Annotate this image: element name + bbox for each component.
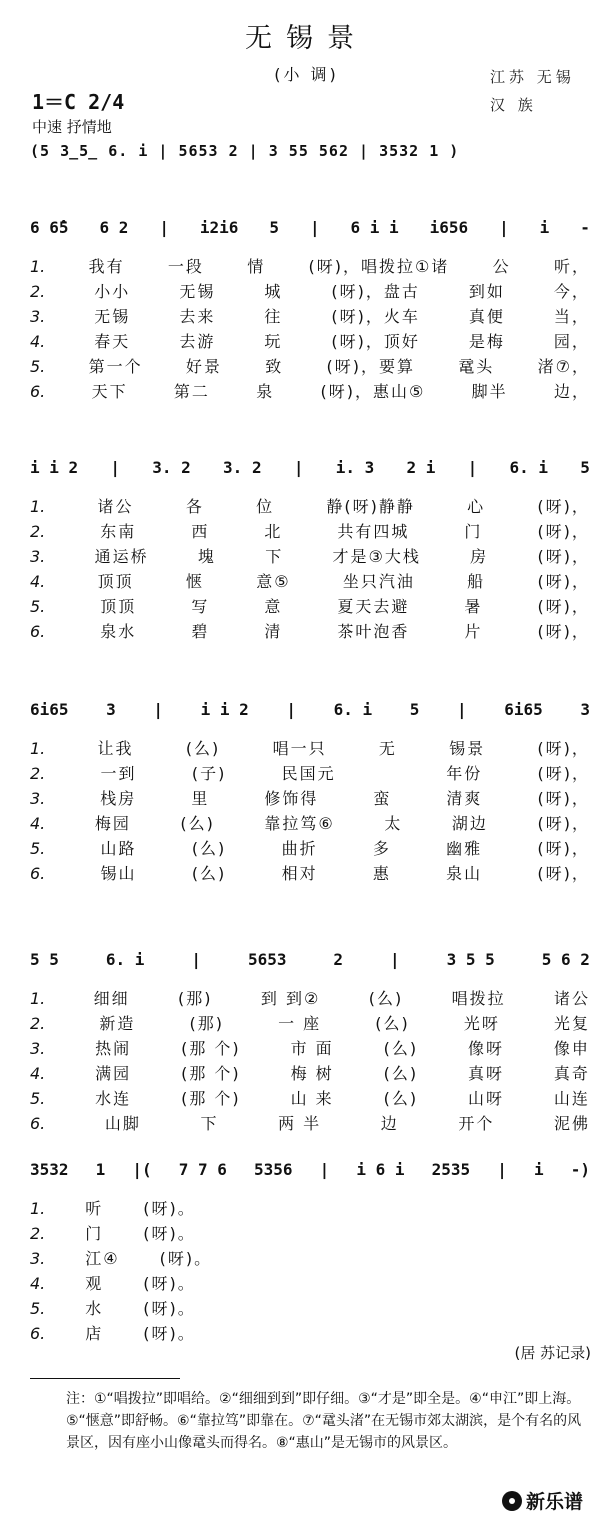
note-group: 5653 [247,950,287,969]
song-subtitle: (小 调) [274,65,339,84]
lyric-word: 梅园 [94,814,131,833]
lyrics-line [30,494,590,519]
lyric-word: 泥佛 [553,1114,590,1133]
note-group: |( [132,1160,152,1179]
note-group: 3 [580,700,590,719]
verse-number: 6. [30,622,46,641]
lyrics-block [30,736,590,886]
lyric-word: 泉 [256,382,275,401]
lyric-word: 水 [85,1299,104,1318]
lyric-word: 渚⑦， [537,357,590,376]
note-group: 6. i [105,950,145,969]
verse-number: 6. [30,1324,46,1343]
notation-row [30,950,590,969]
lyric-word: (呀)，火车 [331,307,420,326]
lyric-word: 意⑤ [256,572,291,591]
note-group: 5 [580,458,590,477]
lyric-word: 边， [553,382,590,401]
lyric-word: 园， [553,332,590,351]
lyric-word: (子) [191,764,227,783]
verse-number: 2. [30,522,46,541]
lyric-word: 今， [553,282,590,301]
lyric-word: 真呀 [467,1064,504,1083]
note-group: i i 2 [200,700,249,719]
verse-number: 4. [30,1064,46,1083]
lyric-word: (呀)， [537,622,590,641]
lyric-word: (呀)。 [143,1199,196,1218]
site-logo [502,1487,583,1514]
note-group: 3 5 5 [446,950,495,969]
lyrics-line [30,786,590,811]
verse-number: 3. [30,547,46,566]
lyric-word: 夏天去避 [337,597,410,616]
note-group: i656 [429,218,469,237]
verse-number: 2. [30,282,46,301]
lyrics-line [30,861,590,886]
source-ethnic: 汉 族 [490,96,537,114]
note-group: 6 i i [350,218,399,237]
lyrics-line [30,619,590,644]
note-group: 5356 [253,1160,293,1179]
lyric-word: (呀)，唱拨拉①诸 [308,257,450,276]
lyric-word: 蛮 [373,789,392,808]
lyric-word: 市 面 [290,1039,334,1058]
notation-row [30,458,590,477]
lyric-word: 像申 [553,1039,590,1058]
note-group: 2 i [406,458,436,477]
note-group: 6 6̂5 [30,218,69,237]
lyric-word: 暑 [464,597,483,616]
lyric-word: 唱一只 [272,739,327,758]
lyric-word: 北 [264,522,283,541]
lyric-word: 锡山 [100,864,137,883]
notation-row [30,700,590,719]
note-group: i2i6 [199,218,239,237]
note-group: 5 6 2 [541,950,590,969]
lyrics-line [30,1086,590,1111]
lyric-word: 民国元 [281,764,336,783]
lyric-word: 让我 [97,739,134,758]
lyric-word: (呀)， [537,597,590,616]
note-group: i i 2 [30,458,79,477]
lyric-word: (呀)，要算 [326,357,415,376]
lyric-word: (呀)。 [143,1299,196,1318]
lyric-word: 通运桥 [94,547,149,566]
lyric-word: (么) [180,814,215,833]
lyric-word: 满园 [95,1064,132,1083]
lyric-word: 唱拨拉 [451,989,506,1008]
lyric-word: 诸公 [553,989,590,1008]
lyric-word: 山脚 [104,1114,141,1133]
lyrics-line [30,761,590,786]
lyric-word: (那 个) [181,1064,241,1083]
lyrics-line [30,594,590,619]
lyric-word: 下 [265,547,284,566]
tempo-marking: 中速 抒情地 [32,118,112,136]
verse-number: 6. [30,864,46,883]
lyric-word: (么) [368,989,404,1008]
verse-number: 3. [30,307,46,326]
lyric-word: 写 [191,597,210,616]
lyric-word: 像呀 [467,1039,504,1058]
lyric-word: (呀)， [537,572,590,591]
lyric-word: 当， [553,307,590,326]
lyric-word: (那) [189,1014,224,1033]
lyric-word: 两 半 [278,1114,322,1133]
lyric-word: 无锡 [179,282,216,301]
lyric-word: 鼋头 [458,357,495,376]
lyric-word: 新造 [99,1014,136,1033]
lyric-word: 片 [464,622,483,641]
lyric-word: (呀)， [537,839,590,858]
barline: | [319,1160,330,1179]
note-group: 3 [106,700,116,719]
note-group: 2535 [431,1160,471,1179]
lyric-word: (呀)， [537,739,590,758]
verse-number: 1. [30,739,46,758]
lyric-word: (呀)， [537,497,590,516]
lyrics-line [30,1036,590,1061]
note-group: i 6 i [356,1160,405,1179]
note-group: 6i65 [504,700,543,719]
lyric-word: 往 [264,307,283,326]
footnote: 注：①“唱拨拉”即唱给。②“细细到到”即仔细。③“才是”即全是。④“申江”即上海。⑤“惬意”即舒畅。⑥“靠拉笃”即靠在。⑦“鼋头渚”在无锡市郊太湖滨，是个有名的风景区，因有座小山像鼋头而得名。⑧“惠山”是无锡市的风景区。 [66,1391,582,1451]
lyric-word: 下 [200,1114,219,1133]
lyrics-line [30,354,590,379]
verse-number: 5. [30,357,46,376]
lyric-word: 船 [467,572,486,591]
lyrics-line [30,1271,590,1296]
lyric-word: 无锡 [94,307,131,326]
note-group: -) [570,1160,590,1179]
lyric-word: 去游 [179,332,216,351]
lyric-word: 心 [467,497,486,516]
lyric-word: (呀)， [537,764,590,783]
note-group: 3. 2 [152,458,191,477]
verse-number: 1. [30,1199,46,1218]
verse-number: 3. [30,1249,46,1268]
lyric-word: 热闹 [95,1039,132,1058]
lyrics-line [30,304,590,329]
note-group: i [533,1160,544,1179]
lyrics-line [30,1221,590,1246]
lyric-word: 江④ [85,1249,120,1268]
lyric-word: 塊 [197,547,216,566]
lyric-word: 清 [264,622,283,641]
barline: | [153,700,163,719]
lyrics-line [30,379,590,404]
lyrics-line [30,1246,590,1271]
barline: | [286,700,296,719]
lyric-word: 房 [470,547,489,566]
lyric-word: 听， [553,257,590,276]
lyrics-line [30,254,590,279]
lyric-word: 真奇 [553,1064,590,1083]
lyrics-line [30,736,590,761]
barline: | [293,458,304,477]
verse-number: 2. [30,764,46,783]
verse-number: 5. [30,1089,46,1108]
lyric-word: (那) [178,989,213,1008]
verse-number: 1. [30,497,46,516]
footnote-rule [30,1378,180,1379]
lyric-word: (呀)。 [143,1324,196,1343]
barline: | [110,458,121,477]
lyric-word: (呀)， [537,547,590,566]
verse-number: 5. [30,1299,46,1318]
lyric-word: 真便 [468,307,505,326]
lyric-word: 第一个 [88,357,143,376]
source-region: 江苏 无锡 [490,68,575,86]
notation-row [30,218,590,237]
barline: | [497,1160,507,1179]
lyric-word: 第二 [173,382,210,401]
lyric-word: 好景 [185,357,222,376]
lyric-word: 情 [247,257,266,276]
lyric-word: (么) [383,1089,419,1108]
lyric-word: 清爽 [446,789,483,808]
note-group: 6i65 [30,700,69,719]
lyrics-line [30,544,590,569]
lyric-word: 茶叶泡香 [337,622,410,641]
lyric-word: 天下 [91,382,128,401]
verse-number: 1. [30,257,46,276]
lyric-word: (么) [375,1014,410,1033]
lyric-word: 泉水 [100,622,137,641]
lyric-word: (呀)， [537,522,590,541]
verse-number: 4. [30,1274,46,1293]
lyric-word: (那 个) [181,1089,241,1108]
lyric-word: 锡景 [449,739,486,758]
notation-row [30,1160,590,1179]
song-title: 无锡景 [245,23,368,54]
verse-number: 3. [30,1039,46,1058]
note-group: 6 2 [99,218,129,237]
lyric-word: 相对 [281,864,318,883]
lyric-word: 山路 [100,839,137,858]
note-group: 5 [409,700,420,719]
barline: | [456,700,467,719]
lyric-word: 开个 [458,1114,495,1133]
verse-number: 1. [30,989,46,1008]
verse-number: 5. [30,839,46,858]
note-group: i [539,218,550,237]
lyric-word: 梅 树 [290,1064,334,1083]
lyric-word: 门 [464,522,483,541]
lyric-word: (呀)，惠山⑤ [320,382,426,401]
lyrics-block [30,494,590,644]
lyric-word: 各 [185,497,204,516]
lyric-word: 春天 [94,332,131,351]
note-group: 1 [95,1160,106,1179]
lyrics-line [30,1061,590,1086]
logo-text: 新乐谱 [525,1491,583,1513]
disc-icon [502,1491,522,1511]
verse-number: 3. [30,789,46,808]
lyric-word: (呀)。 [143,1224,196,1243]
barline: | [191,950,201,969]
lyrics-block [30,986,590,1136]
lyric-word: 观 [85,1274,104,1293]
lyric-word: 意 [264,597,283,616]
lyric-word: 静(呀)静静 [326,497,415,516]
lyrics-line [30,1321,590,1346]
lyric-word: 一段 [167,257,204,276]
note-group: 3. 2 [223,458,262,477]
lyric-word: 玩 [264,332,283,351]
lyric-word: 栈房 [100,789,137,808]
verse-number: 2. [30,1224,46,1243]
lyric-word: (么) [191,839,227,858]
lyric-word: 一 座 [278,1014,322,1033]
lyric-word: 山呀 [467,1089,504,1108]
lyrics-line [30,1296,590,1321]
lyric-word: (呀)。 [159,1249,213,1268]
key-signature: 1＝C 2/4 [32,90,125,114]
lyric-word: (呀)， [537,864,590,883]
lyrics-line [30,836,590,861]
lyric-word: 城 [264,282,283,301]
lyric-word: 幽雅 [446,839,483,858]
lyric-word: 东南 [100,522,137,541]
lyric-word: 山连 [553,1089,590,1108]
lyric-word: 是梅 [468,332,505,351]
lyrics-line [30,279,590,304]
lyric-word: 边 [380,1114,399,1133]
lyric-word: 门 [85,1224,104,1243]
verse-number: 4. [30,332,46,351]
lyrics-line [30,1011,590,1036]
lyric-word: 惬 [185,572,204,591]
lyric-word: (呀)，顶好 [331,332,420,351]
lyric-word: 年份 [446,764,483,783]
verse-number: 6. [30,382,46,401]
prelude-notation: (5 3̲5̲ 6. i | 5653 2 | 3 55 562 | 3532 1 ) [30,142,460,160]
lyric-word: 顶顶 [97,572,134,591]
lyric-word: 无 [378,739,397,758]
lyric-word: 光复 [553,1014,590,1033]
note-group: 5 5 [30,950,59,969]
lyric-word: 惠 [372,864,391,883]
lyric-word: 靠拉笃⑥ [264,814,335,833]
note-group: 2 [333,950,344,969]
lyric-word: 西 [191,522,210,541]
lyric-word: 里 [191,789,210,808]
barline: | [159,218,169,237]
barline: | [467,458,478,477]
lyric-word: 水连 [95,1089,132,1108]
verse-number: 5. [30,597,46,616]
lyric-word: 才是③大栈 [332,547,421,566]
lyric-word: 碧 [191,622,210,641]
lyric-word: 光呀 [463,1014,500,1033]
verse-number: 6. [30,1114,46,1133]
lyric-word: 太 [384,814,403,833]
lyric-word: 小小 [94,282,131,301]
lyric-word: 多 [372,839,391,858]
lyric-word: (那 个) [181,1039,241,1058]
lyric-word: 一到 [100,764,137,783]
lyric-word: 修饰得 [264,789,319,808]
lyric-word: 诸公 [97,497,134,516]
lyric-word: 到如 [468,282,505,301]
lyric-word: 店 [85,1324,104,1343]
note-group: - [580,218,590,237]
lyric-word: 致 [265,357,284,376]
lyric-word: (呀)， [537,814,590,833]
lyric-word: (呀)，盘古 [331,282,420,301]
lyric-word: (么) [185,739,221,758]
lyric-word: 细细 [93,989,130,1008]
lyric-word: 我有 [88,257,125,276]
lyrics-block [30,1196,590,1346]
lyric-word: 听 [85,1199,104,1218]
lyrics-line [30,1196,590,1221]
lyric-word: 山 来 [290,1089,334,1108]
barline: | [309,218,320,237]
credit: (居 苏记录) [514,1344,591,1362]
verse-number: 2. [30,1014,46,1033]
lyric-word: 共有四城 [337,522,410,541]
lyrics-line [30,329,590,354]
lyric-word: 位 [256,497,275,516]
note-group: i. 3 [335,458,375,477]
lyric-word: (么) [383,1039,419,1058]
verse-number: 4. [30,572,46,591]
lyric-word: 坐只汽油 [342,572,415,591]
lyrics-line [30,1111,590,1136]
lyric-word: (呀)。 [143,1274,196,1293]
lyric-word: 湖边 [451,814,488,833]
lyric-word: 曲折 [281,839,318,858]
note-group: 5 [269,218,279,237]
lyric-word: 脚半 [471,382,508,401]
verse-number: 4. [30,814,46,833]
lyrics-line [30,569,590,594]
lyric-word: 泉山 [446,864,483,883]
note-group: 7 7 6 [178,1160,227,1179]
note-group: 3532 [30,1160,69,1179]
note-group: 6. i [333,700,373,719]
barline: | [390,950,400,969]
lyric-word: (么) [191,864,227,883]
lyric-word: 顶顶 [100,597,137,616]
lyrics-line [30,811,590,836]
lyrics-block [30,254,590,404]
lyric-word: 公 [492,257,511,276]
lyrics-line [30,986,590,1011]
lyric-word: (么) [383,1064,419,1083]
lyrics-line [30,519,590,544]
lyric-word: 到 到② [260,989,321,1008]
barline: | [499,218,509,237]
lyric-word: (呀)， [537,789,590,808]
lyric-word: 去来 [179,307,216,326]
note-group: 6. i [509,458,548,477]
